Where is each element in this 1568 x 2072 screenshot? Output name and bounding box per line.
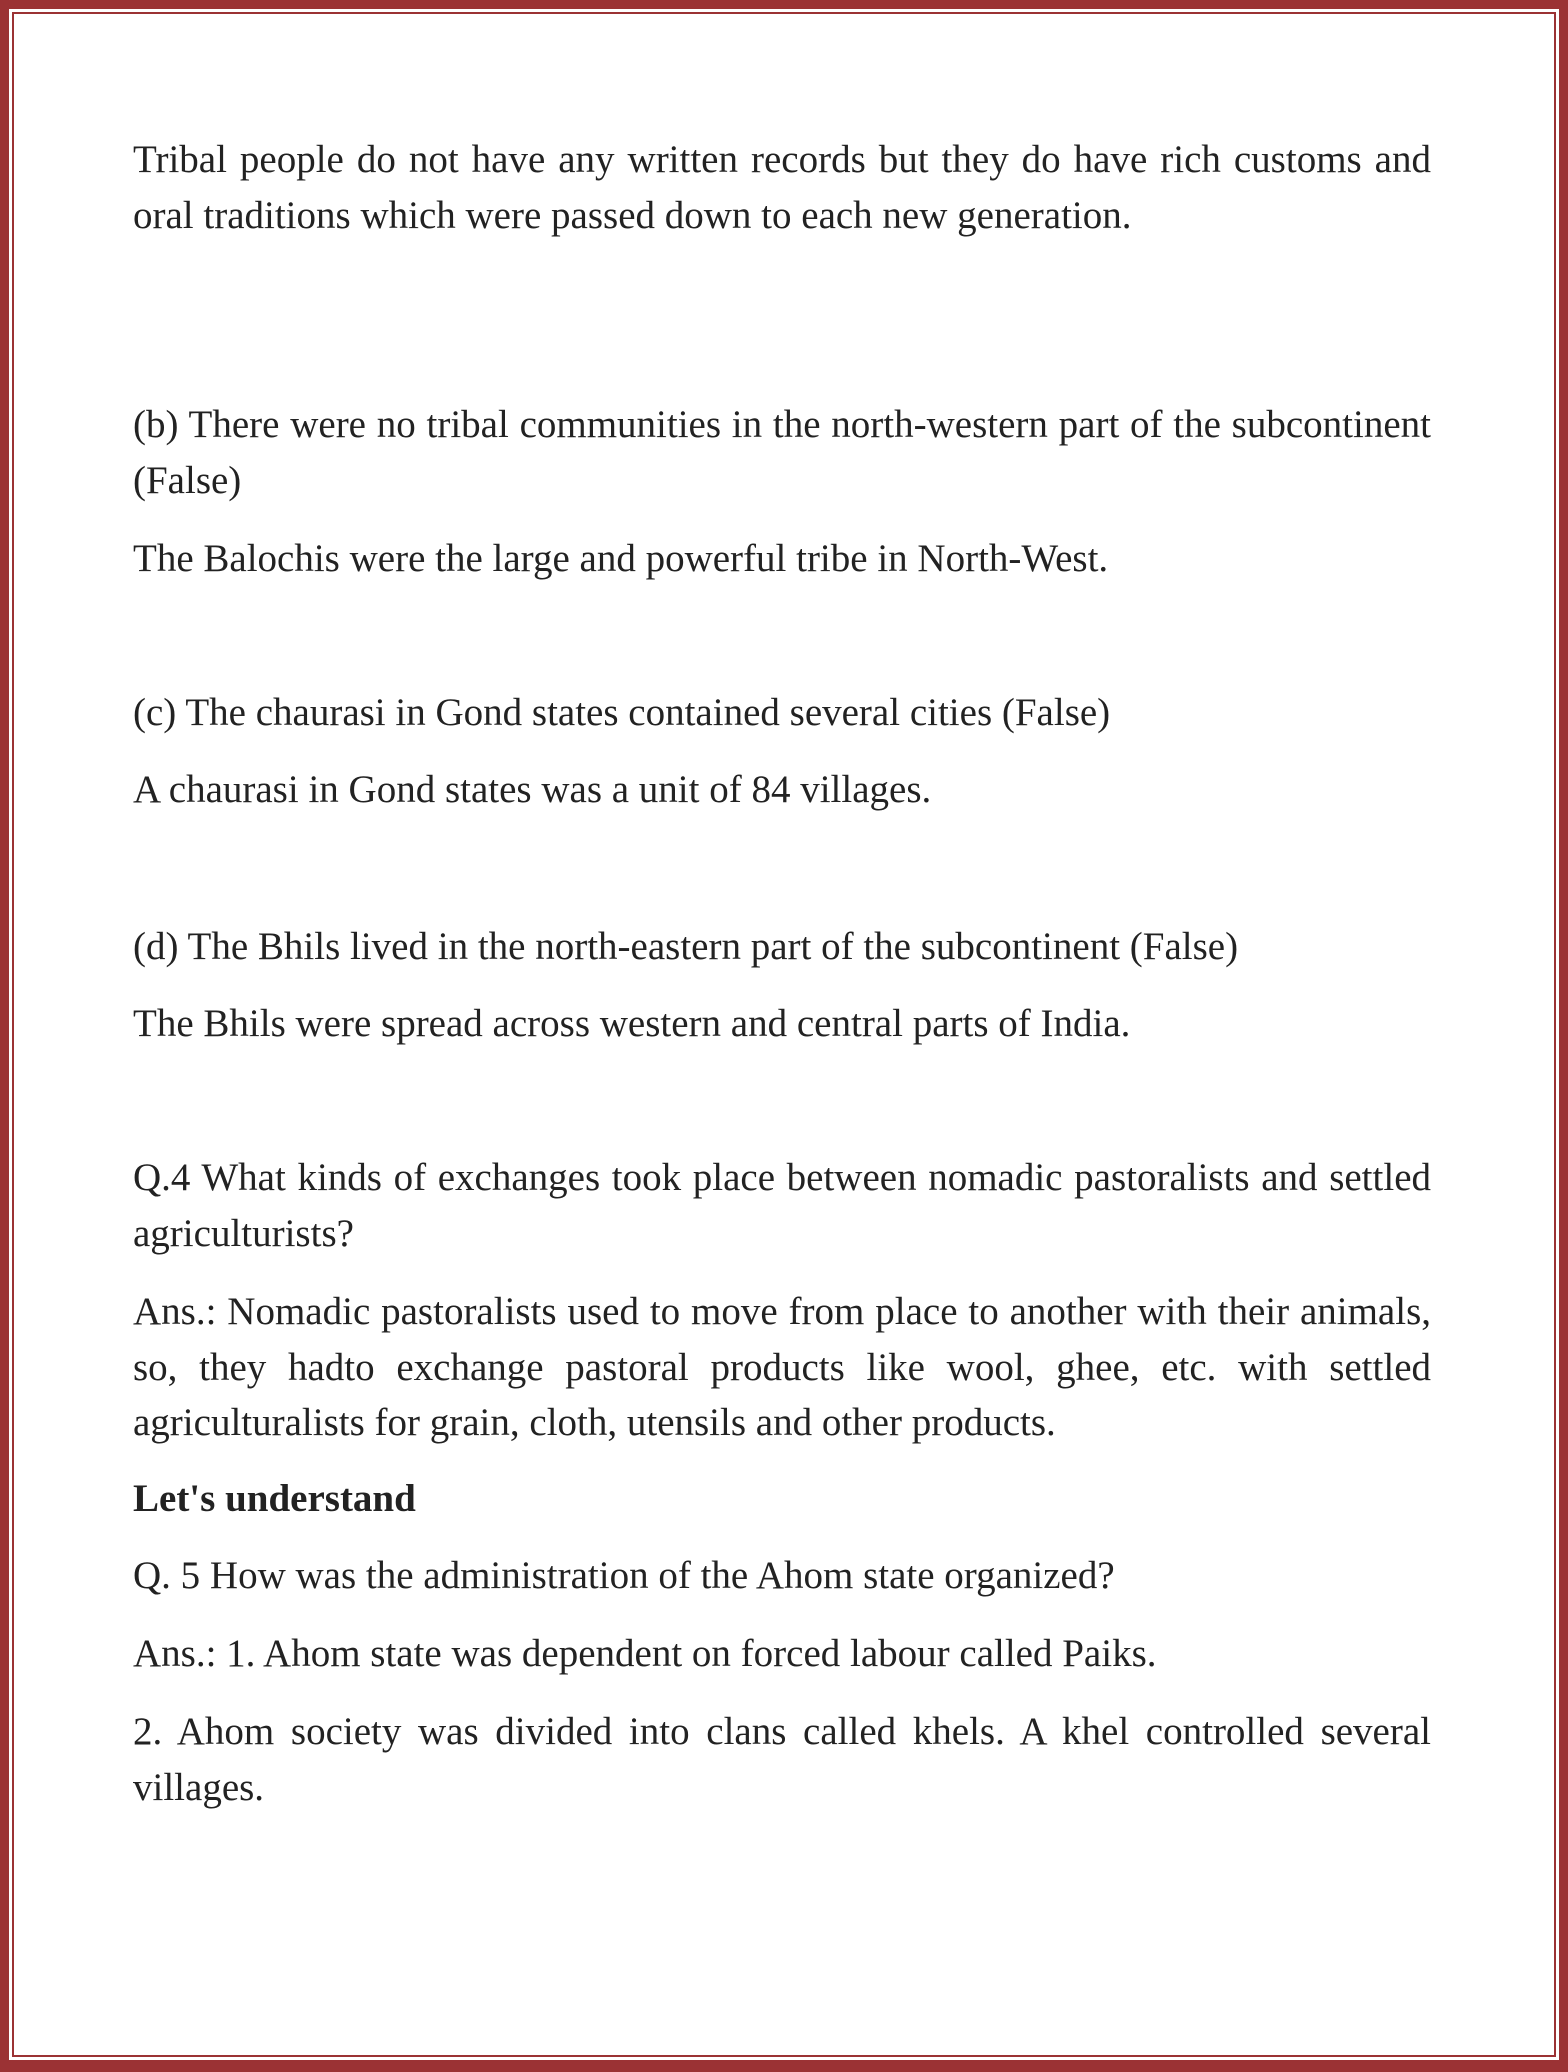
answer-5-point-1: Ans.: 1. Ahom state was dependent on forced labour called Paiks.: [133, 1632, 1157, 1675]
statement-c: (c) The chaurasi in Gond states contained several cities (False): [133, 691, 1111, 734]
question-4: Q.4 What kinds of exchanges took place between nomadic pastoralists and settled agriculturists?: [133, 1156, 1431, 1255]
paragraph-tribal-records: Tribal people do not have any written records but they do have rich customs and oral traditions which were passed down to each new generation.: [133, 138, 1431, 237]
question-5: Q. 5 How was the administration of the Ahom state organized?: [133, 1554, 1115, 1597]
statement-b: (b) There were no tribal communities in the north-western part of the subcontinent (False): [133, 403, 1431, 502]
answer-c: A chaurasi in Gond states was a unit of 84 villages.: [133, 768, 932, 811]
statement-d: (d) The Bhils lived in the north-eastern part of the subcontinent (False): [133, 925, 1239, 968]
answer-d: The Bhils were spread across western and central parts of India.: [133, 1002, 1131, 1045]
answer-b: The Balochis were the large and powerful tribe in North-West.: [133, 537, 1109, 580]
answer-4: Ans.: Nomadic pastoralists used to move from place to another with their animals, so, they hadto exchange pastoral products like wool, ghee, etc. with settled agriculturalists for grain, cloth, utensils and other products.: [133, 1290, 1431, 1444]
answer-5-point-2: 2. Ahom society was divided into clans called khels. A khel controlled several villages.: [133, 1710, 1431, 1809]
section-heading: Let's understand: [133, 1477, 416, 1520]
